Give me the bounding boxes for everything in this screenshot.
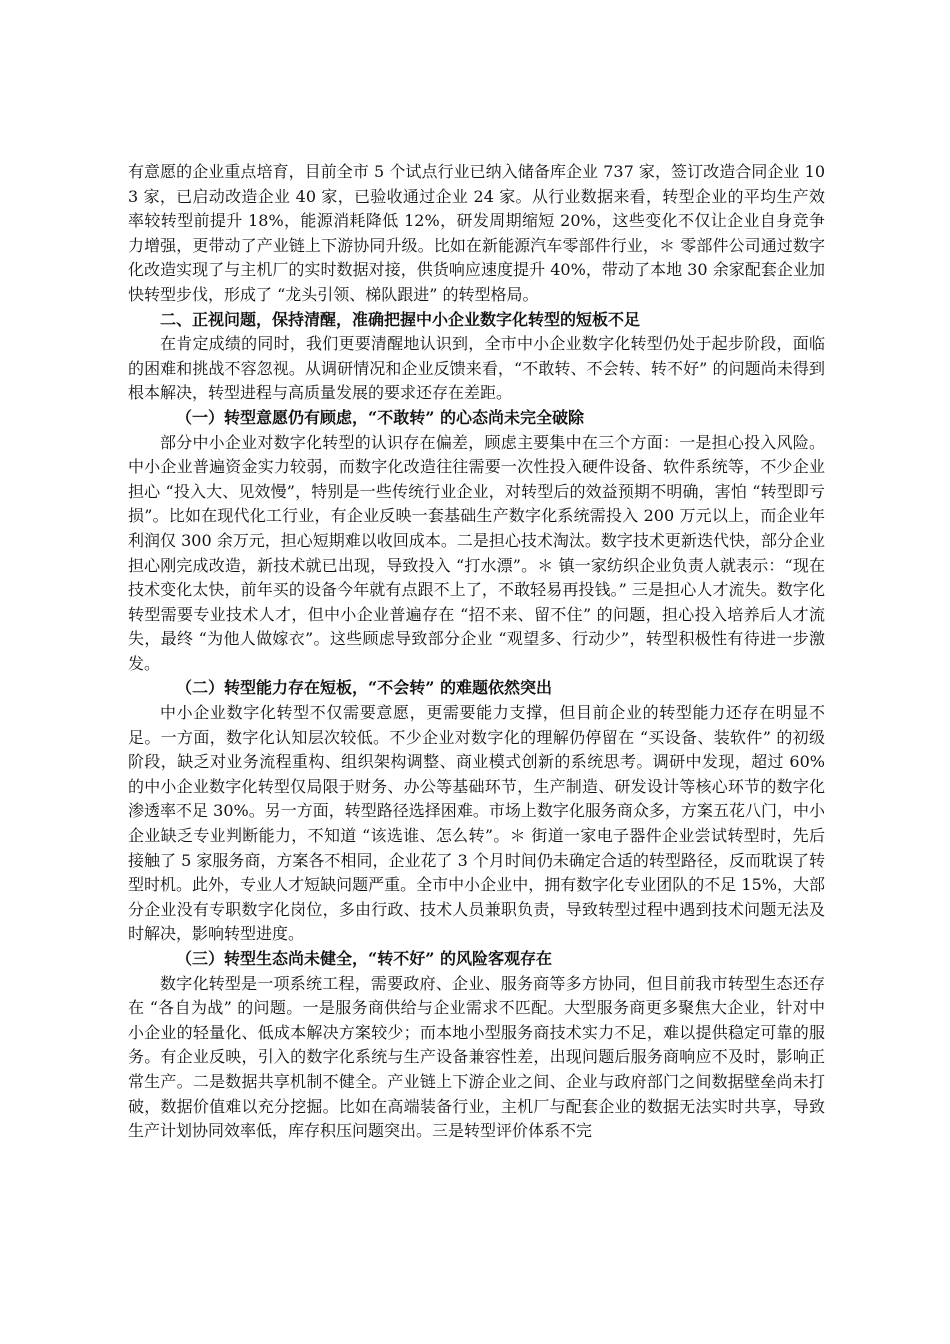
document-body bbox=[128, 160, 825, 1144]
paragraph-overview: 在肯定成绩的同时，我们更要清醒地认识到，全市中小企业数字化转型仍处于起步阶段，面临的困难和挑战不容忽视。从调研情况和企业反馈来看，“不敢转、不会转、转不好” 的问题尚未得到根本解决，转型进程与高质量发展的要求还存在差距。 bbox=[128, 334, 825, 403]
paragraph-willingness: 部分中小企业对数字化转型的认识存在偏差，顾虑主要集中在三个方面：一是担心投入风险。中小企业普遍资金实力较弱，而数字化改造往往需要一次性投入硬件设备、软件系统等，不少企业担心 “投入大、见效慢”，特别是一些传统行业企业，对转型后的效益预期不明确，害怕 “转型即亏损”。比如在现代化工行业，有企业反映一套基础生产数字化系统需投入 200 万元以上，而企业年利润仅 300 余万元，担心短期难以收回成本。二是担心技术淘汰。数字技术更新迭代快，部分企业担心刚完成改造，新技术就已出现，导致投入 “打水漂”。＊ 镇一家纺织企业负责人就表示：“现在技术变化太快，前年买的设备今年就有点跟不上了，不敢轻易再投钱。” 三是担心人才流失。数字化转型需要专业技术人才，但中小企业普遍存在 “招不来、留不住” 的问题，担心投入培养后人才流失，最终 “为他人做嫁衣”。这些顾虑导致部分企业 “观望多、行动少”，转型积极性有待进一步激发。 bbox=[128, 432, 825, 673]
section-heading-2: 二、正视问题，保持清醒，准确把握中小企业数字化转型的短板不足 bbox=[160, 309, 641, 329]
subsection-heading-3: （三）转型生态尚未健全，“转不好” 的风险客观存在 bbox=[176, 949, 552, 968]
paragraph-intro: 有意愿的企业重点培育，目前全市 5 个试点行业已纳入储备库企业 737 家，签订改造合同企业 103 家，已启动改造企业 40 家，已验收通过企业 24 家。从行业数据来看，转型企业的平均生产效率较转型前提升 18%，能源消耗降低 12%，研发周期缩短 20%，这些变化不仅让企业自身竞争力增强，更带动了产业链上下游协同升级。比如在新能源汽车零部件行业，＊ 零部件公司通过数字化改造实现了与主机厂的实时数据对接，供货响应速度提升 40%，带动了本地 30 余家配套企业加快转型步伐，形成了 “龙头引领、梯队跟进” 的转型格局。 bbox=[128, 162, 825, 304]
paragraph-ecosystem: 数字化转型是一项系统工程，需要政府、企业、服务商等多方协同，但目前我市转型生态还存在 “各自为战” 的问题。一是服务商供给与企业需求不匹配。大型服务商更多聚焦大企业，针对中小企业的轻量化、低成本解决方案较少；而本地小型服务商技术实力不足，难以提供稳定可靠的服务。有企业反映，引入的数字化系统与生产设备兼容性差，出现问题后服务商响应不及时，影响正常生产。二是数据共享机制不健全。产业链上下游企业之间、企业与政府部门之间数据壁垒尚未打破，数据价值难以充分挖掘。比如在高端装备行业，主机厂与配套企业的数据无法实时共享，导致生产计划协同效率低，库存积压问题突出。三是转型评价体系不完 bbox=[128, 973, 825, 1141]
subsection-heading-2: （二）转型能力存在短板，“不会转” 的难题依然突出 bbox=[176, 678, 552, 698]
paragraph-capability: 中小企业数字化转型不仅需要意愿，更需要能力支撑，但目前企业的转型能力还存在明显不足。一方面，数字化认知层次较低。不少企业对数字化的理解仍停留在 “买设备、装软件” 的初级阶段，缺乏对业务流程重构、组织架构调整、商业模式创新的系统思考。调研中发现，超过 60% 的中小企业数字化转型仅局限于财务、办公等基础环节，生产制造、研发设计等核心环节的数字化渗透率不足 30%。另一方面，转型路径选择困难。市场上数字化服务商众多，方案五花八门，中小企业缺乏专业判断能力，不知道 “该选谁、怎么转”。＊ 街道一家电子器件企业尝试转型时，先后接触了 5 家服务商，方案各不相同，企业花了 3 个月时间仍未确定合适的转型路径，反而耽误了转型时机。此外，专业人才短缺问题严重。全市中小企业中，拥有数字化专业团队的不足 15%，大部分企业没有专职数字化岗位，多由行政、技术人员兼职负责，导致转型过程中遇到技术问题无法及时解决，影响转型进度。 bbox=[128, 703, 825, 944]
subsection-heading-1: （一）转型意愿仍有顾虑，“不敢转” 的心态尚未完全破除 bbox=[176, 407, 584, 427]
